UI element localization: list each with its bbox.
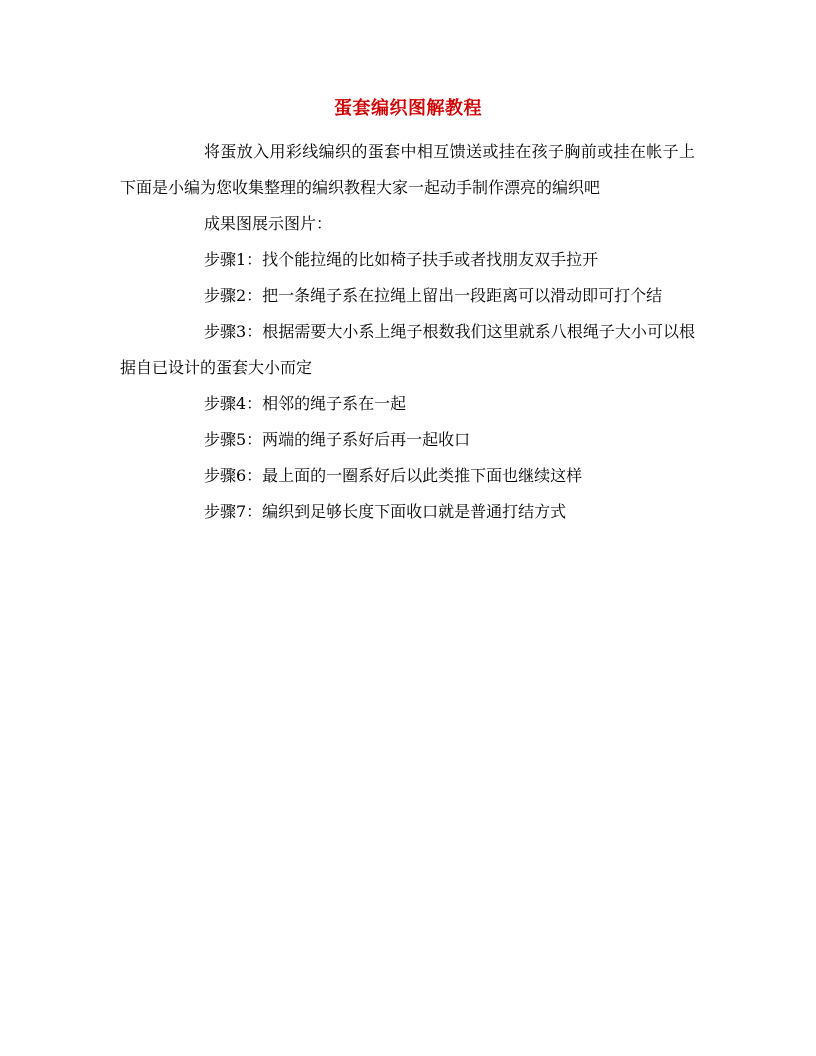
- step-5-paragraph: 步骤5：两端的绳子系好后再一起收口: [204, 430, 471, 449]
- result-image-caption: 成果图展示图片：: [204, 214, 333, 233]
- intro-paragraph: 将蛋放入用彩线编织的蛋套中相互馈送或挂在孩子胸前或挂在帐子上下面是小编为您收集整理的编织教程大家一起动手制作漂亮的编织吧: [120, 142, 695, 197]
- step-4-paragraph: 步骤4：相邻的绳子系在一起: [204, 394, 407, 413]
- step-3-paragraph: 步骤3：根据需要大小系上绳子根数我们这里就系八根绳子大小可以根据自已设计的蛋套大小而定: [120, 322, 695, 377]
- step-2-paragraph: 步骤2：把一条绳子系在拉绳上留出一段距离可以滑动即可打个结: [204, 286, 663, 305]
- step-6-paragraph: 步骤6：最上面的一圈系好后以此类推下面也继续这样: [204, 466, 583, 485]
- document-body: [120, 134, 695, 530]
- step-1-paragraph: 步骤1：找个能拉绳的比如椅子扶手或者找朋友双手拉开: [204, 250, 599, 269]
- document-title: 蛋套编织图解教程: [334, 98, 482, 119]
- step-7-paragraph: 步骤7：编织到足够长度下面收口就是普通打结方式: [204, 502, 567, 521]
